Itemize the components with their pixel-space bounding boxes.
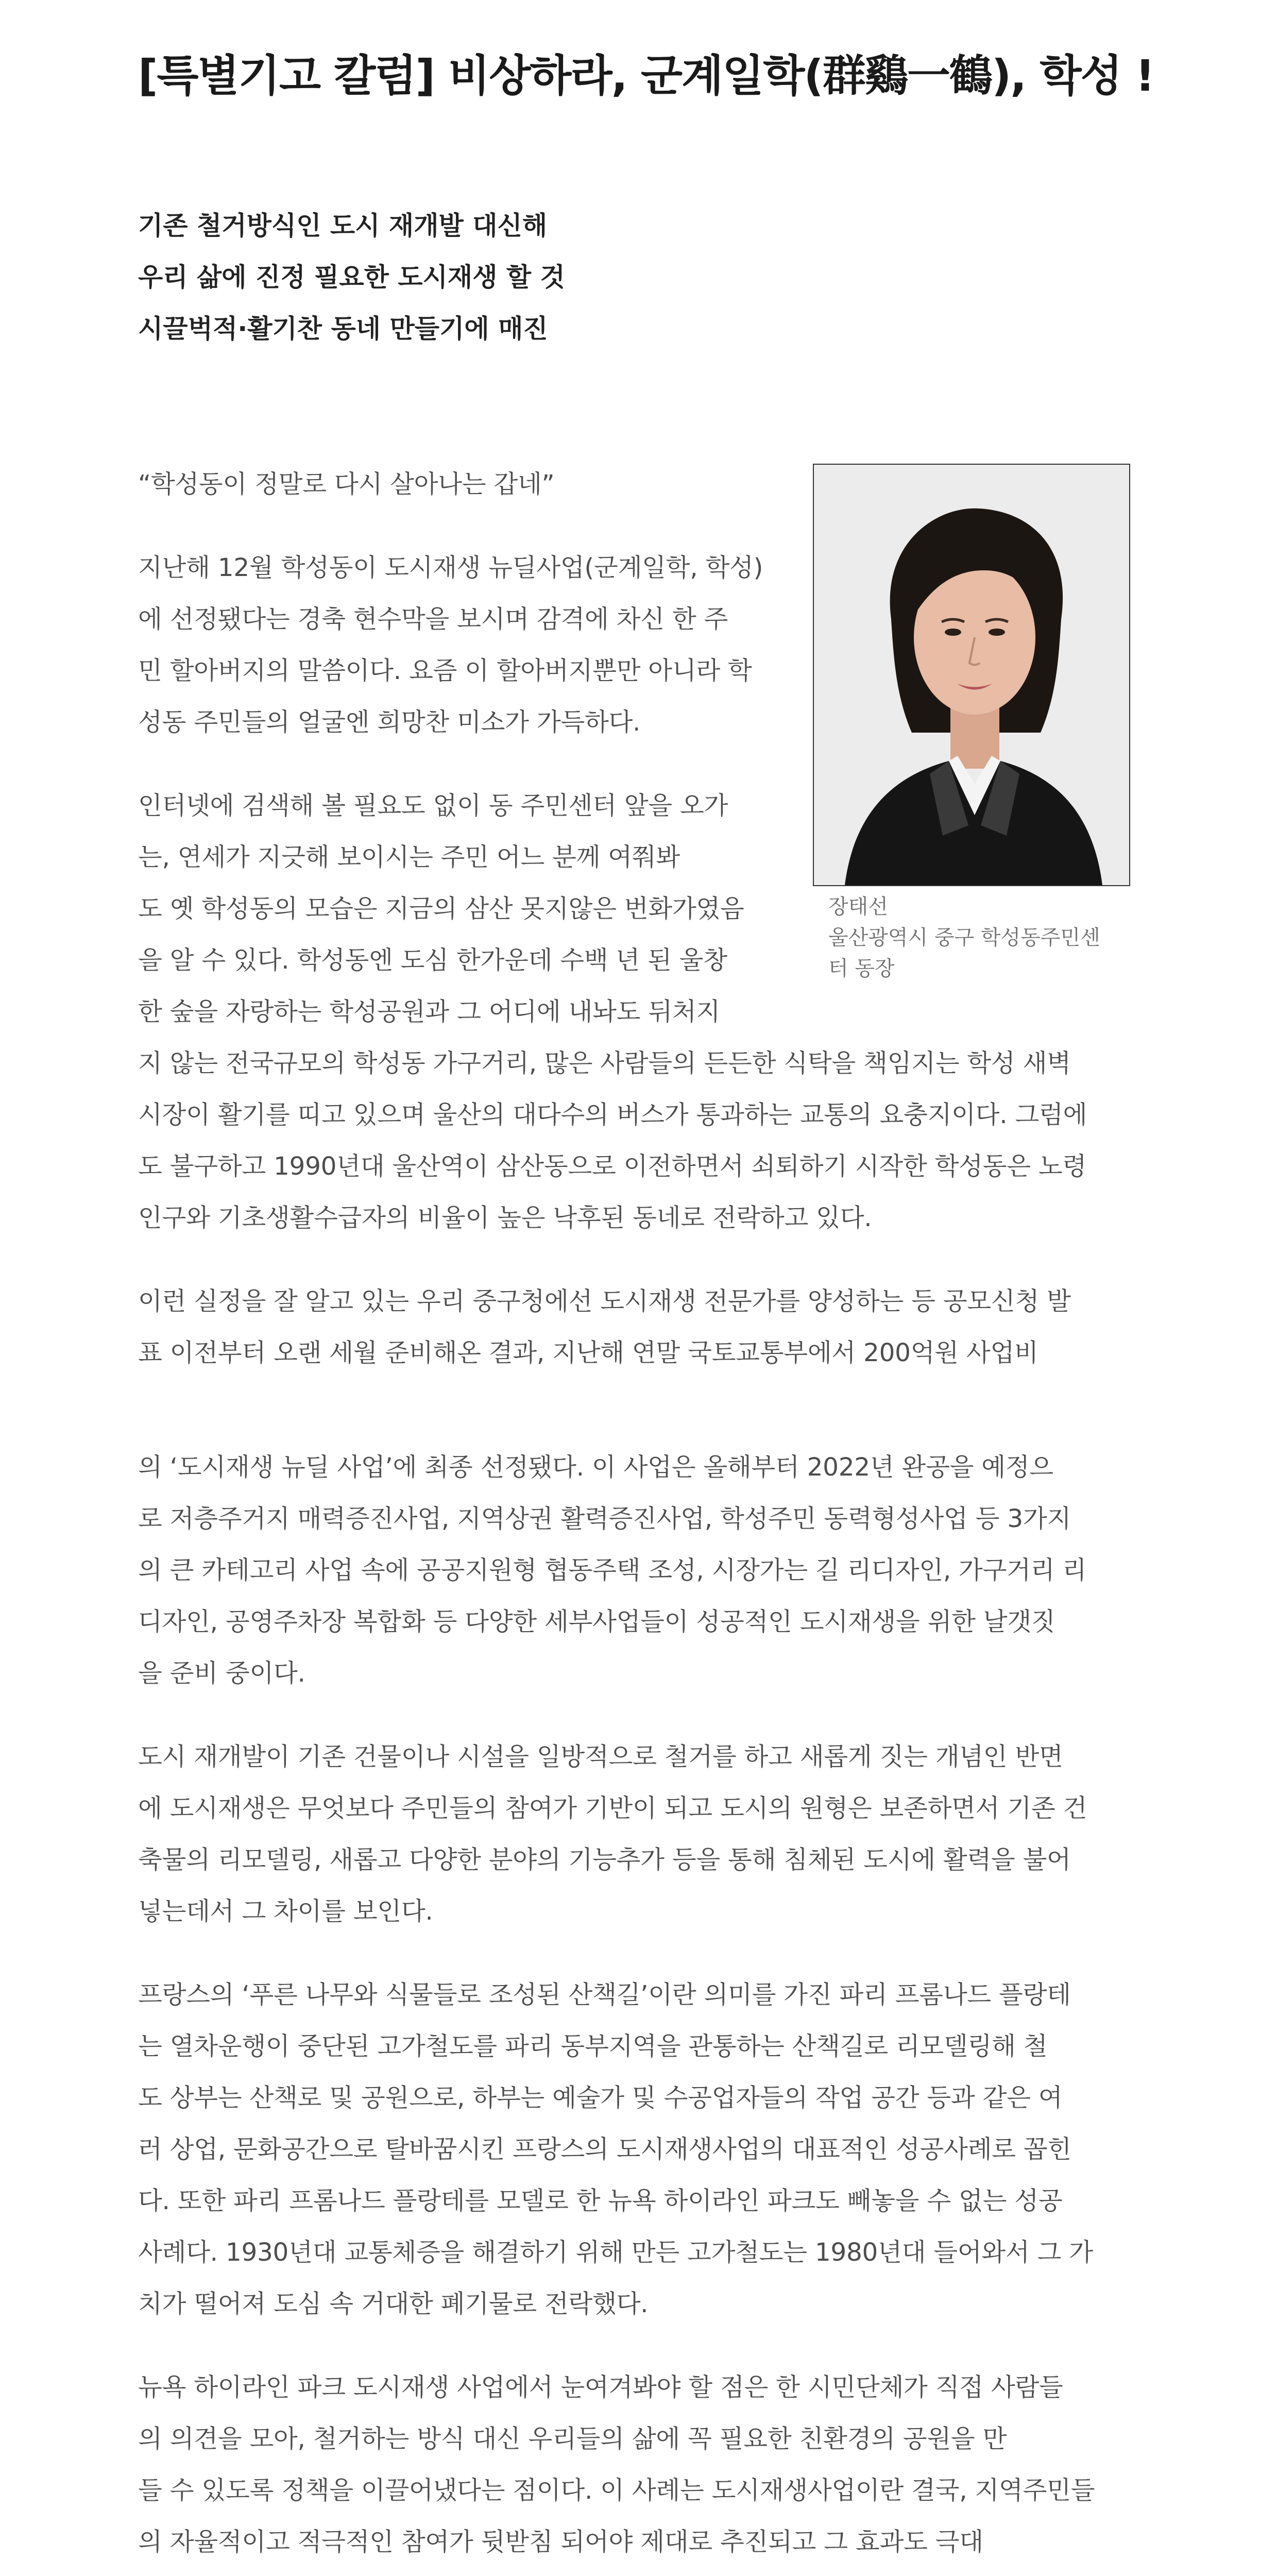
subtitle-line: 시끌벅적·활기찬 동네 만들기에 매진 [138,314,548,344]
article-line: 인터넷에 검색해 볼 필요도 없이 동 주민센터 앞을 오가 [138,791,728,820]
article-line: 민 할아버지의 말씀이다. 요즘 이 할아버지뿐만 아니라 학 [138,656,752,685]
article-line: 도 옛 학성동의 모습은 지금의 삼산 못지않은 번화가였음 [138,894,744,923]
article-line: 이런 실정을 잘 알고 있는 우리 중구청에선 도시재생 전문가를 양성하는 등 공모신청 발 [138,1287,1071,1316]
article-paragraph [138,2362,1137,2576]
article-line: 는, 연세가 지긋해 보이시는 주민 어느 분께 여쭤봐 [138,843,680,872]
article-line: 로 저층주거지 매력증진사업, 지역상권 활력증진사업, 학성주민 동력형성사업 등 3가지 [138,1504,1071,1533]
article-line: 성동 주민들의 얼굴엔 희망찬 미소가 가득하다. [138,708,641,737]
article-line: 도시 재개발이 기존 건물이나 시설을 일방적으로 철거를 하고 새롭게 짓는 개념인 반면 [138,1742,1063,1771]
article-line: 표 이전부터 오랜 세월 준비해온 결과, 지난해 연말 국토교통부에서 200억원 사업비 [138,1338,1038,1367]
article-line: 러 상업, 문화공간으로 탈바꿈시킨 프랑스의 도시재생사업의 대표적인 성공사례로 꼽힌 [138,2135,1071,2164]
article-paragraph [138,780,1137,1244]
subtitle-line: 우리 삶에 진정 필요한 도시재생 할 것 [138,262,565,292]
article-paragraph [138,1442,1137,1699]
author-name: 장태선 [828,895,888,919]
article-line: 에 선정됐다는 경축 현수막을 보시며 감격에 차신 한 주 [138,605,728,634]
article-line: 시장이 활기를 띠고 있으며 울산의 대다수의 버스가 통과하는 교통의 요충지이다. 그럼에 [138,1100,1087,1129]
article-line: 지난해 12월 학성동이 도시재생 뉴딜사업(군계일학, 학성) [138,553,763,582]
article-line: 다. 또한 파리 프롬나드 플랑테를 모델로 한 뉴욕 하이라인 파크도 빼놓을 수 없는 성공 [138,2187,1063,2215]
subtitle-line: 기존 철거방식인 도시 재개발 대신해 [138,211,548,241]
article-line: 넣는데서 그 차이를 보인다. [138,1897,433,1926]
article-line: 축물의 리모델링, 새롭고 다양한 분야의 기능추가 등을 통해 침체된 도시에 활력을 불어 [138,1845,1071,1874]
article-line: 들 수 있도록 정책을 이끌어냈다는 점이다. 이 사례는 도시재생사업이란 결국, 지역주민들 [138,2476,1095,2505]
article-line: 지 않는 전국규모의 학성동 가구거리, 많은 사람들의 든든한 식탁을 책임지는 학성 새벽 [138,1049,1071,1078]
article-paragraph [138,1731,1137,1937]
article-line: 한 숲을 자랑하는 학성공원과 그 어디에 내놔도 뒤처지 [138,997,720,1026]
author-title-line: 울산광역시 중구 학성동주민센 [828,926,1100,950]
article-line: 을 알 수 있다. 학성동엔 도심 한가운데 수백 년 된 울창 [138,946,727,975]
article-line: 뉴욕 하이라인 파크 도시재생 사업에서 눈여겨봐야 할 점은 한 시민단체가 직접 사람들 [138,2373,1063,2402]
article-title: [특별기고 칼럼] 비상하라, 군계일학(群鷄一鶴), 학성 ! [138,50,1154,101]
article-line: “학성동이 정말로 다시 살아나는 갑네” [138,470,555,499]
article-line: 을 준비 중이다. [138,1659,305,1688]
article-line: 의 자율적이고 적극적인 참여가 뒷받침 되어야 제대로 추진되고 그 효과도 극대 [138,2528,983,2556]
article-line: 의 큰 카테고리 사업 속에 공공지원형 협동주택 조성, 시장가는 길 리디자인, 가구거리 리 [138,1556,1086,1585]
article-line: 사례다. 1930년대 교통체증을 해결하기 위해 만든 고가철도는 1980년대 들어와서 그 가 [138,2238,1093,2267]
article-paragraph [138,459,1137,510]
paragraph-gap [138,1411,1137,1442]
article-line: 는 열차운행이 중단된 고가철도를 파리 동부지역을 관통하는 산책길로 리모델링해 철 [138,2032,1048,2061]
author-title-line: 터 동장 [828,957,895,980]
article-line: 에 도시재생은 무엇보다 주민들의 참여가 기반이 되고 도시의 원형은 보존하면서 기존 건 [138,1794,1087,1823]
article-line: 도 상부는 산책로 및 공원으로, 하부는 예술가 및 수공업자들의 작업 공간 등과 같은 여 [138,2083,1063,2112]
article-line: 의 의견을 모아, 철거하는 방식 대신 우리들의 삶에 꼭 필요한 친환경의 공원을 만 [138,2425,1007,2453]
article-body [138,459,1137,2576]
article-paragraph [138,1969,1137,2330]
article-line: 의 ‘도시재생 뉴딜 사업’에 최종 선정됐다. 이 사업은 올해부터 2022년 완공을 예정으 [138,1453,1053,1482]
article-line: 치가 떨어져 도심 속 거대한 폐기물로 전락했다. [138,2290,649,2318]
article-line: 도 불구하고 1990년대 울산역이 삼산동으로 이전하면서 쇠퇴하기 시작한 학성동은 노령 [138,1152,1087,1181]
article-line: 프랑스의 ‘푸른 나무와 식물들로 조성된 산책길’이란 의미를 가진 파리 프롬나드 플랑테 [138,1980,1071,2009]
article-paragraph [138,542,1137,748]
article-line: 디자인, 공영주차장 복합화 등 다양한 세부사업들이 성공적인 도시재생을 위한 날갯짓 [138,1607,1055,1636]
article-subtitle [138,200,962,354]
article-line [138,2568,1137,2576]
article-line: 인구와 기초생활수급자의 비율이 높은 낙후된 동네로 전락하고 있다. [138,1204,872,1232]
article-paragraph [138,1276,1137,1379]
